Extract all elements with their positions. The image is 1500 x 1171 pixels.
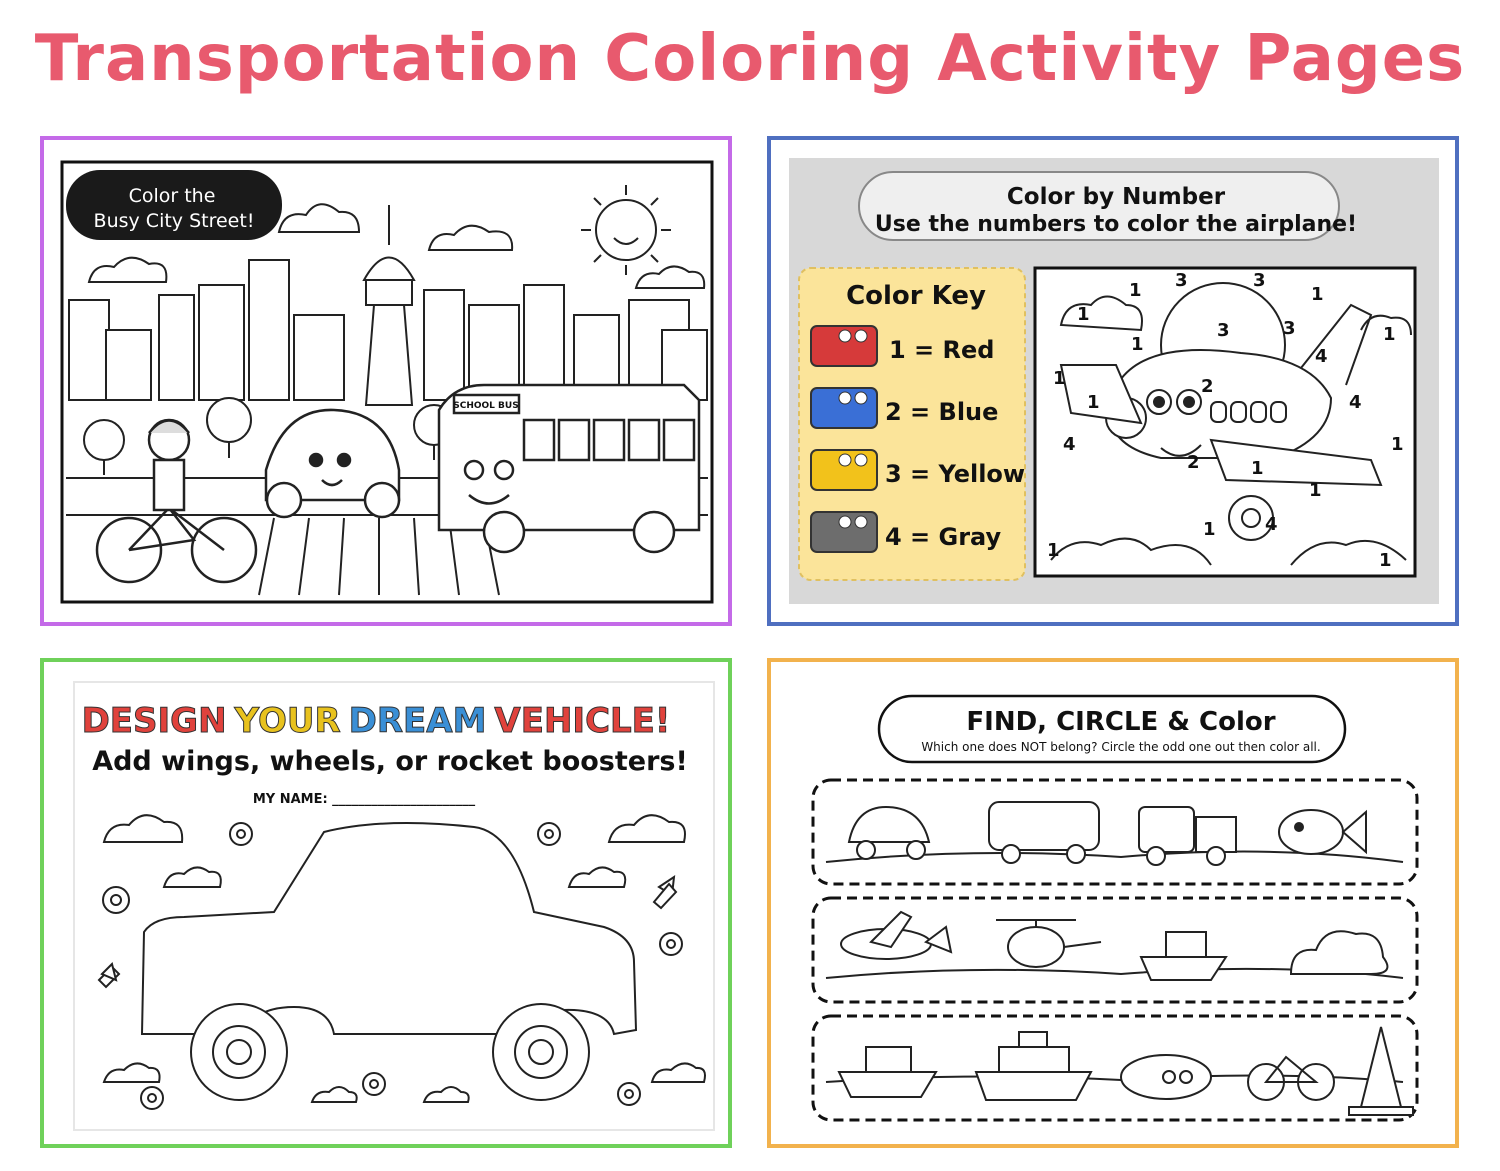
page-title: Transportation Coloring Activity Pages	[34, 22, 1466, 96]
title-word-4: VEHICLE!	[494, 701, 671, 741]
key-item-2: 2 = Blue	[885, 398, 999, 426]
key-item-3: 3 = Yellow	[885, 460, 1026, 488]
heading-line2: Use the numbers to color the airplane!	[874, 212, 1358, 237]
badge-line2: Busy City Street!	[93, 210, 255, 232]
num-label: 1	[1379, 550, 1392, 571]
bus-sign: SCHOOL BUS	[453, 401, 519, 411]
num-label: 1	[1077, 304, 1090, 325]
num-label: 1	[1087, 392, 1100, 413]
design-subtitle: Add wings, wheels, or rocket boosters!	[92, 746, 688, 777]
panel-dream-vehicle	[40, 658, 732, 1148]
panel-city-street	[40, 136, 732, 626]
title-word-2: YOUR	[234, 701, 341, 741]
design-title	[82, 701, 671, 741]
key-item-4: 4 = Gray	[885, 523, 1002, 551]
num-label: 4	[1063, 434, 1076, 455]
name-line: MY NAME: ______________________	[252, 792, 476, 807]
num-label: 1	[1383, 324, 1396, 345]
panel-find-circle	[767, 658, 1459, 1148]
num-label: 3	[1283, 318, 1296, 339]
num-label: 3	[1253, 270, 1266, 291]
num-label: 1	[1309, 480, 1322, 501]
badge-line1: Color the	[128, 185, 216, 207]
num-label: 1	[1391, 434, 1404, 455]
num-label: 4	[1315, 346, 1328, 367]
num-label: 1	[1053, 368, 1066, 389]
num-label: 2	[1201, 376, 1214, 397]
num-label: 1	[1251, 458, 1264, 479]
num-label: 1	[1047, 540, 1060, 561]
find-subtitle: Which one does NOT belong? Circle the odd one out then color all.	[921, 740, 1321, 754]
color-key-title: Color Key	[846, 281, 986, 311]
num-label: 1	[1203, 519, 1216, 540]
panel-color-by-number	[767, 136, 1459, 626]
num-label: 3	[1175, 270, 1188, 291]
find-title: FIND, CIRCLE & Color	[966, 707, 1276, 737]
num-label: 1	[1131, 334, 1144, 355]
submarine-icon[interactable]	[1121, 1055, 1211, 1099]
title-word-1: DESIGN	[81, 701, 227, 741]
crayon-icon-yellow	[811, 450, 877, 490]
crayon-icon-red	[811, 326, 877, 366]
num-label: 2	[1187, 452, 1200, 473]
num-label: 4	[1349, 392, 1362, 413]
num-label: 1	[1129, 280, 1142, 301]
key-item-1: 1 = Red	[889, 336, 995, 364]
title-word-3: DREAM	[348, 701, 487, 741]
crayon-icon-gray	[811, 512, 877, 552]
num-label: 4	[1265, 514, 1278, 535]
num-label: 3	[1217, 320, 1230, 341]
crayon-icon-blue	[811, 388, 877, 428]
num-label: 1	[1311, 284, 1324, 305]
heading-line1: Color by Number	[1006, 184, 1226, 210]
